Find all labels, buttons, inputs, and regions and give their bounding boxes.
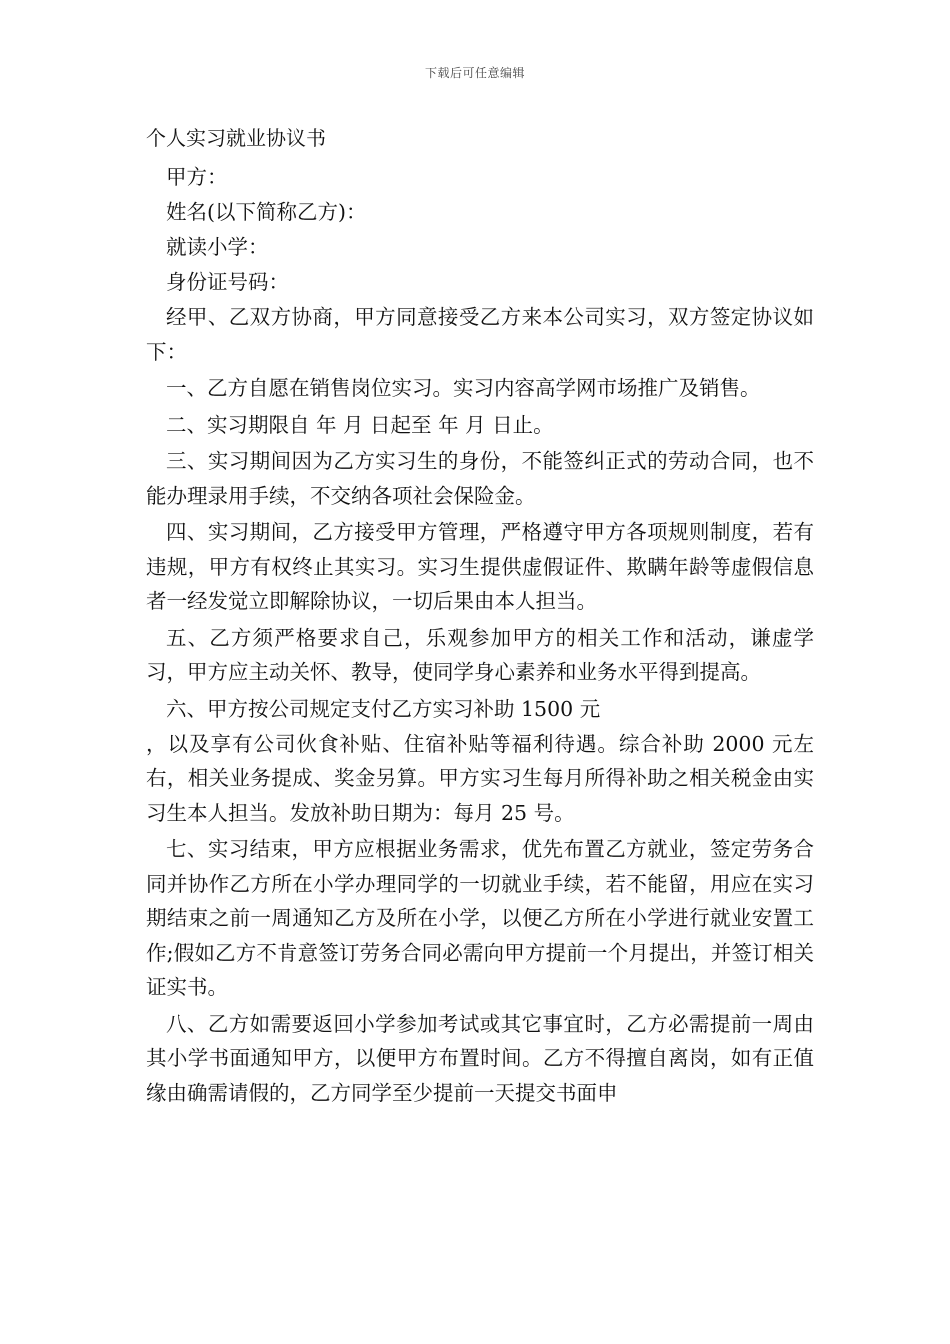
- clause-7: 七、实习结束，甲方应根据业务需求，优先布置乙方就业，签定劳务合同并协作乙方所在小学办理同学的一切就业手续，若不能留，用应在实习期结束之前一周通知乙方及所在小学，以便乙方所在小学进行就业安置工作;假如乙方不肯意签订劳务合同必需向甲方提前一个月提出，并签订相关证实书。: [146, 837, 814, 999]
- intro-paragraph: 经甲、乙双方协商，甲方同意接受乙方来本公司实习，双方签定协议如下：: [146, 305, 814, 364]
- clause-1: 一、乙方自愿在销售岗位实习。实习内容高学网市场推广及销售。: [166, 376, 761, 400]
- document-title: 个人实习就业协议书: [146, 126, 326, 150]
- clause-8: 八、乙方如需要返回小学参加考试或其它事宜时，乙方必需提前一周由其小学书面通知甲方，以便甲方布置时间。乙方不得擅自离岗，如有正值缘由确需请假的，乙方同学至少提前一天提交书面申: [146, 1011, 814, 1105]
- clause-4: 四、实习期间，乙方接受甲方管理，严格遵守甲方各项规则制度，若有违规，甲方有权终止其实习。实习生提供虚假证件、欺瞒年龄等虚假信息者一经发觉立即解除协议，一切后果由本人担当。: [146, 520, 814, 613]
- field-party-a: 甲方：: [166, 165, 228, 189]
- document-body: [146, 124, 814, 1112]
- clause-5: 五、乙方须严格要求自己，乐观参加甲方的相关工作和活动，谦虚学习，甲方应主动关怀、教导，使同学身心素养和业务水平得到提高。: [146, 625, 814, 684]
- clause-2: 二、实习期限自 年 月 日起至 年 月 日止。: [166, 412, 554, 437]
- clause-3: 三、实习期间因为乙方实习生的身份，不能签纠正式的劳动合同，也不能办理录用手续，不交纳各项社会保险金。: [146, 449, 814, 508]
- field-name: 姓名(以下简称乙方)：: [166, 200, 367, 224]
- clause-6: 六、甲方按公司规定支付乙方实习补助 1500 元: [166, 696, 601, 721]
- header-note: 下载后可任意编辑: [424, 66, 525, 80]
- field-school: 就读小学：: [166, 235, 269, 259]
- field-id-number: 身份证号码：: [166, 270, 289, 294]
- clause-6-continued: ，以及享有公司伙食补贴、住宿补贴等福利待遇。综合补助 2000 元左右，相关业务提成、奖金另算。甲方实习生每月所得补助之相关税金由实习生本人担当。发放补助日期为：每月 25 号。: [146, 731, 814, 825]
